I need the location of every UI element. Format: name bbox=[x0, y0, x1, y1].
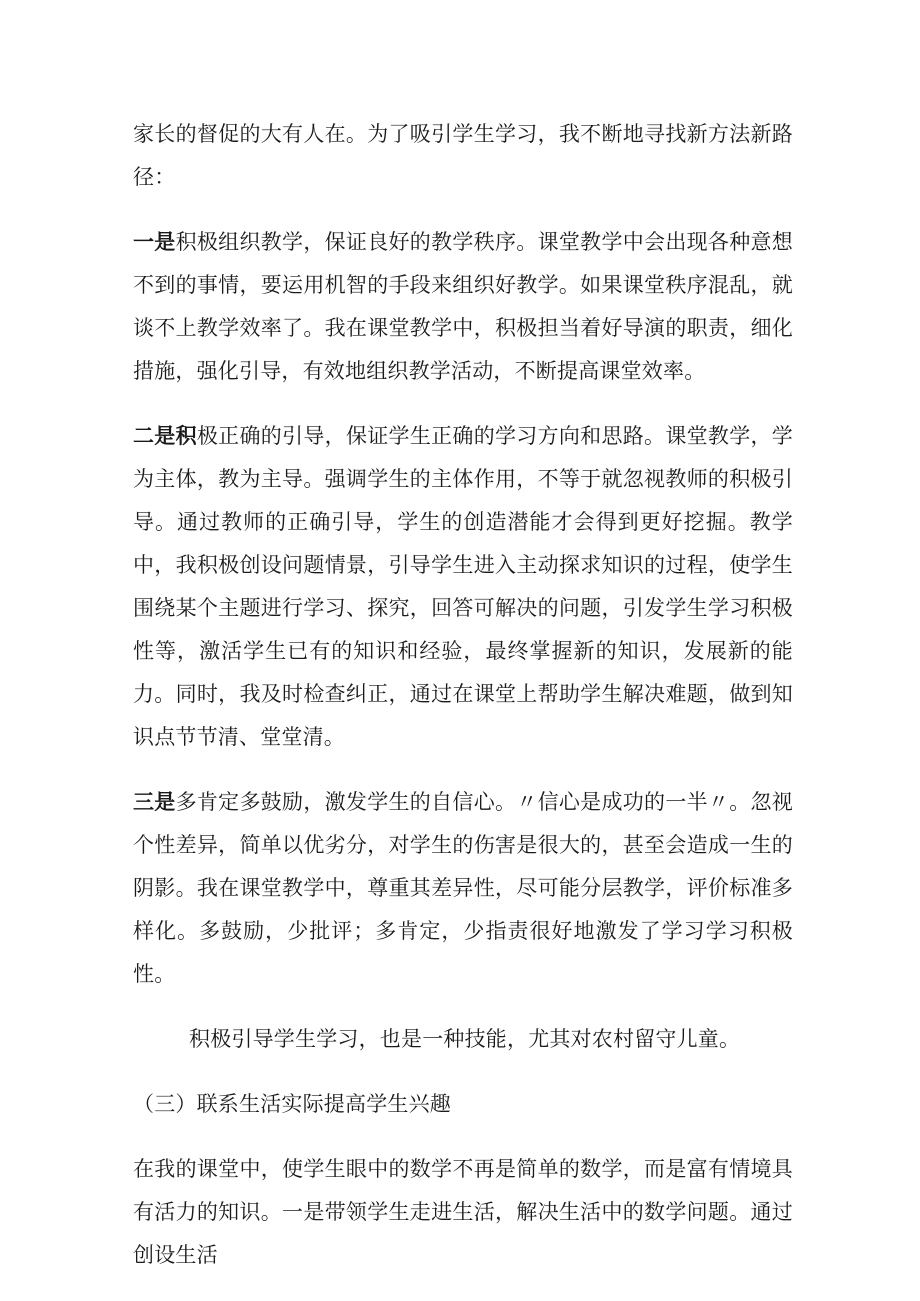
point-three-text: 多肯定多鼓励，激发学生的自信心。〃信心是成功的一半〃。忽视个性差异，简单以优劣分，对学生的伤害是很大的，甚至会造成一生的阴影。我在课堂教学中，尊重其差异性，尽可能分层教学，评价标准多样化。多鼓励，少批评；多肯定，少指责很好地激发了学习学习积极性。 bbox=[133, 790, 793, 986]
paragraph-section-body: 在我的课堂中，使学生眼中的数学不再是简单的数学，而是富有情境具有活力的知识。一是带领学生走进生活，解决生活中的数学问题。通过创设生活 bbox=[133, 1157, 793, 1267]
paragraph-intro: 家长的督促的大有人在。为了吸引学生学习，我不断地寻找新方法新路径： bbox=[133, 122, 793, 189]
point-two-lead: 二是积 bbox=[133, 424, 197, 448]
paragraph-point-three bbox=[133, 781, 793, 996]
point-three-lead: 三是 bbox=[133, 790, 176, 814]
paragraph-point-two bbox=[133, 415, 793, 759]
document-body bbox=[133, 113, 793, 1277]
paragraph-summary: 积极引导学生学习，也是一种技能，尤其对农村留守儿童。 bbox=[189, 1027, 741, 1051]
point-one-lead: 一是 bbox=[133, 230, 176, 254]
paragraph-point-one bbox=[133, 221, 793, 393]
point-two-text: 极正确的引导，保证学生正确的学习方向和思路。课堂教学，学为主体，教为主导。强调学生的主体作用，不等于就忽视教师的积极引导。通过教师的正确引导，学生的创造潜能才会得到更好挖掘。教学中，我积极创设问题情景，引导学生进入主动探求知识的过程，使学生围绕某个主题进行学习、探究，回答可解决的问题，引发学生学习积极性等，激活学生已有的知识和经验，最终掌握新的知识，发展新的能力。同时，我及时检查纠正，通过在课堂上帮助学生解决难题，做到知识点节节清、堂堂清。 bbox=[133, 424, 793, 749]
section-heading: （三）联系生活实际提高学生兴趣 bbox=[133, 1092, 451, 1116]
point-one-text: 积极组织教学，保证良好的教学秩序。课堂教学中会出现各种意想不到的事情，要运用机智的手段来组织好教学。如果课堂秩序混乱，就谈不上教学效率了。我在课堂教学中，积极担当着好导演的职责，细化措施，强化引导，有效地组织教学活动，不断提高课堂效率。 bbox=[133, 230, 793, 383]
